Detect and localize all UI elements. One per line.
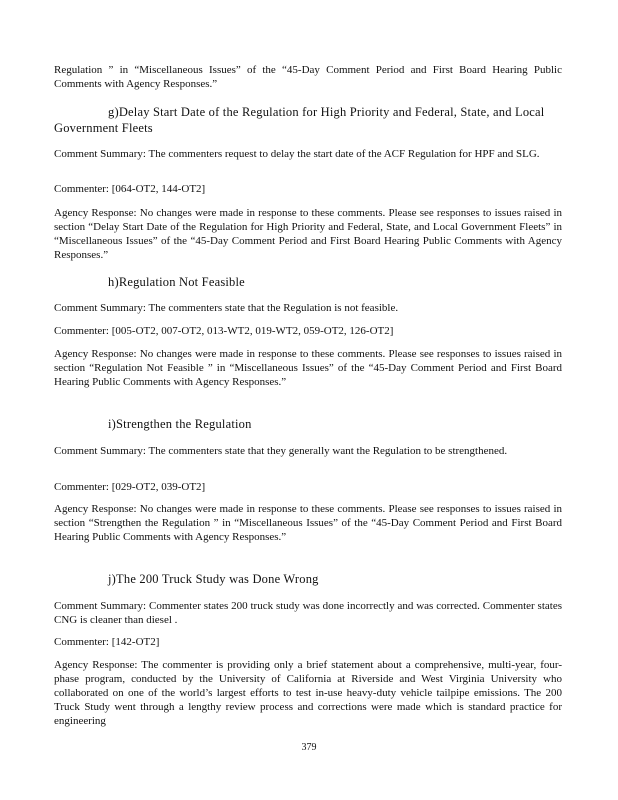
section-h-response: Agency Response: No changes were made in response to these comments. Please see responses to issues raised in section “Regulation Not Feasible ” in “Miscellaneous Issues” of the “45-Day Comment Period and First Board Hearing Public Comments with Agency Responses.” — [54, 348, 562, 388]
section-h-commenter: Commenter: [005-OT2, 007-OT2, 013-WT2, 019-WT2, 059-OT2, 126-OT2] — [54, 325, 394, 337]
section-j-commenter: Commenter: [142-OT2] — [54, 636, 160, 648]
section-h-summary: Comment Summary: The commenters state that the Regulation is not feasible. — [54, 302, 399, 314]
section-g-heading: g)Delay Start Date of the Regulation for High Priority and Federal, State, and Local Government Fleets — [54, 105, 545, 135]
section-j-response: Agency Response: The commenter is providing only a brief statement about a comprehensive, multi-year, four-phase program, conducted by the University of California at Riverside and West Virginia University who collaborated on one of the world’s largest efforts to test in-use heavy-duty vehicle tailpipe emissions. The 200 Truck Study went through a lengthy review process and corrections were made which is standard practice for engineering — [54, 659, 562, 727]
section-j-summary: Comment Summary: Commenter states 200 truck study was done incorrectly and was corrected. Commenter states CNG is cleaner than diesel . — [54, 600, 562, 626]
section-g-response: Agency Response: No changes were made in response to these comments. Please see responses to issues raised in section “Delay Start Date of the Regulation for High Priority and Federal, State, and Local Government Fleets” in “Miscellaneous Issues” of the “45-Day Comment Period and First Board Hearing Public Comments with Agency Responses.” — [54, 207, 562, 261]
page-number: 379 — [301, 742, 317, 753]
section-i-commenter: Commenter: [029-OT2, 039-OT2] — [54, 481, 206, 493]
section-h-heading: h)Regulation Not Feasible — [108, 275, 245, 289]
section-g-summary: Comment Summary: The commenters request to delay the start date of the ACF Regulation for HPF and SLG. — [54, 148, 540, 160]
section-i-heading: i)Strengthen the Regulation — [108, 417, 252, 431]
section-i-response: Agency Response: No changes were made in response to these comments. Please see responses to issues raised in section “Strengthen the Regulation ” in “Miscellaneous Issues” of the “45-Day Comment Period and First Board Hearing Public Comments with Agency Responses.” — [54, 503, 562, 543]
section-i-summary: Comment Summary: The commenters state that they generally want the Regulation to be strengthened. — [54, 445, 508, 457]
section-j-heading: j)The 200 Truck Study was Done Wrong — [108, 572, 319, 586]
section-g-commenter: Commenter: [064-OT2, 144-OT2] — [54, 183, 206, 195]
intro-paragraph: Regulation ” in “Miscellaneous Issues” of the “45-Day Comment Period and First Board Hearing Public Comments with Agency Responses.” — [54, 64, 562, 90]
